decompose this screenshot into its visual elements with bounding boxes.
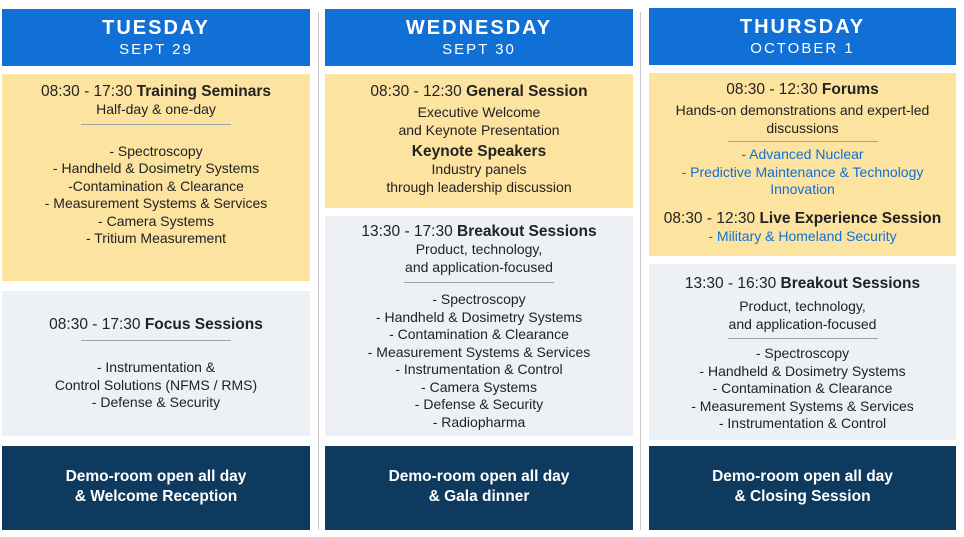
separator-line [728,141,878,142]
session-heading [649,209,956,228]
day-name: WEDNESDAY [405,17,553,39]
list-item: - Measurement Systems & Services [367,343,591,360]
thursday-column [649,0,956,537]
day-name: TUESDAY [102,17,210,39]
footer-line: & Welcome Reception [74,488,238,505]
breakout-sessions-box [649,264,956,440]
session-time: 13:30 - 16:30 [684,275,777,292]
session-title: Training Seminars [136,83,272,100]
general-session-box [325,74,633,208]
session-description: Product, technology, [415,241,543,257]
list-item: - Tritium Measurement [85,230,227,246]
list-item: - Instrumentation & Control [395,361,563,377]
session-time: 08:30 - 12:30 [370,83,462,100]
list-item: - Advanced Nuclear [741,146,864,162]
thursday-footer [649,446,956,530]
column-divider [640,12,641,530]
list-item: - Measurement Systems & Services [691,397,914,414]
tuesday-header [2,9,310,66]
tuesday-column [2,0,310,537]
separator-line [404,282,554,283]
list-item: - Handheld & Dosimetry Systems [375,308,583,325]
session-time: 08:30 - 12:30 [663,209,756,227]
separator-line [81,340,231,341]
day-date: SEPT 30 [442,41,516,58]
list-item: - Measurement Systems & Services [44,195,268,211]
footer-line: & Gala dinner [428,488,530,505]
list-item: - Camera Systems [421,378,537,395]
session-description: and Keynote Presentation [398,121,560,138]
wednesday-footer [325,446,633,530]
session-description: Industry panels [431,161,527,177]
tuesday-footer [2,446,310,530]
session-description: and application-focused [728,315,877,332]
session-time: 08:30 - 12:30 [726,81,818,98]
list-item: - Spectroscopy [755,345,850,361]
breakout-sessions-box [325,216,633,436]
focus-sessions-box [2,291,310,436]
session-title: Breakout Sessions [780,275,921,292]
day-date: OCTOBER 1 [750,40,855,57]
keynote-title: Keynote Speakers [411,143,547,160]
footer-line: Demo-room open all day [65,468,247,485]
wednesday-column [325,0,633,537]
list-item: - Spectroscopy [109,142,203,159]
thursday-header [649,8,956,65]
session-title: General Session [466,83,588,100]
session-title: Focus Sessions [144,316,263,333]
list-item: Innovation [770,181,835,197]
footer-line: Demo-room open all day [712,468,893,485]
session-title: Breakout Sessions [457,223,597,240]
session-title: Forums [821,81,879,98]
list-item: - Defense & Security [414,396,544,412]
list-item: - Camera Systems [98,212,214,229]
list-item: - Instrumentation & [96,359,216,375]
session-heading [649,274,956,293]
day-name: THURSDAY [739,16,866,38]
session-heading [2,82,310,101]
footer-line: Demo-room open all day [388,468,570,485]
list-item: - Radiopharma [432,413,526,430]
list-item: - Defense & Security [91,394,221,410]
session-description: discussions [766,119,839,136]
wednesday-header [325,9,633,66]
list-item: - Military & Homeland Security [708,227,897,244]
session-heading [325,222,633,241]
list-item: - Contamination & Clearance [389,326,569,342]
separator-line [81,124,231,125]
list-item: - Contamination & Clearance [712,380,893,396]
column-divider [318,12,319,530]
list-item: - Predictive Maintenance & Technology [681,163,924,180]
session-heading [649,80,956,99]
day-date: SEPT 29 [119,41,193,58]
list-item: - Instrumentation & Control [718,415,887,431]
session-title: Live Experience Session [759,209,942,227]
list-item: Control Solutions (NFMS / RMS) [54,376,258,393]
session-heading [2,315,310,334]
session-description: Product, technology, [739,298,866,314]
forums-box [649,73,956,256]
list-item: - Handheld & Dosimetry Systems [52,160,260,176]
session-time: 08:30 - 17:30 [49,316,141,333]
list-item: - Spectroscopy [432,291,526,307]
session-description: and application-focused [405,258,553,275]
list-item: -Contamination & Clearance [68,177,244,194]
session-time: 13:30 - 17:30 [361,223,453,240]
session-heading [325,82,633,101]
session-time: 08:30 - 17:30 [40,83,133,100]
list-item: - Handheld & Dosimetry Systems [699,362,906,379]
separator-line [728,338,878,339]
training-seminars-box [2,74,310,281]
session-description: Hands-on demonstrations and expert-led [675,102,930,118]
session-description: Executive Welcome [417,104,541,120]
footer-line: & Closing Session [734,488,871,505]
session-subtitle: Half-day & one-day [96,101,216,117]
session-description: through leadership discussion [386,178,572,195]
